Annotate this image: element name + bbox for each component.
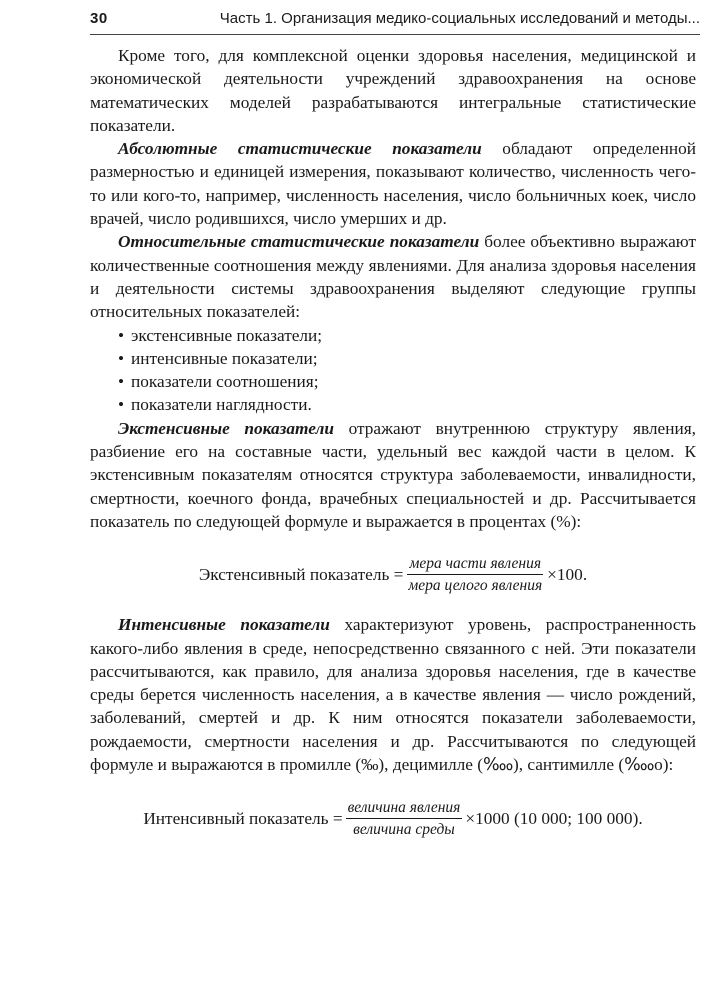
formula-numerator: величина явления [346,798,463,819]
term-relative: Относительные статистические показатели [118,232,480,252]
formula-extensive [90,541,696,607]
paragraph-absolute [90,137,696,230]
formula-rhs: ×100. [547,564,588,584]
page-number: 30 [90,10,108,27]
page-header [90,6,700,34]
list-item [118,370,696,393]
formula-lhs: Интенсивный показатель = [143,808,343,828]
paragraph-extensive [90,417,696,533]
formula-fraction [346,798,463,839]
list-item [118,324,696,347]
bullet-icon: • [118,348,125,368]
formula-rhs: ×1000 (10 000; 100 000). [465,808,643,828]
formula-fraction [406,554,544,595]
page-body [90,44,696,850]
bullet-icon: • [118,325,125,345]
term-extensive: Экстенсивные показатели [118,418,334,438]
term-intensive: Интенсивные показатели [118,615,330,635]
formula-denominator: мера целого явления [408,576,543,594]
bullet-icon: • [118,372,125,392]
term-absolute: Абсолютные статистические показатели [118,139,482,159]
paragraph-text: отражают внутреннюю структуру явления, разбиение его на составные части, удельный вес каждой части в целом. К экстенсивным показателям относятся структура заболеваемости, инвалидности, смертности, коечного фонда, врачебных специальностей и др. Рассчитывается показатель по следующей формуле и выражается в процентах (%): [90,418,696,531]
list-item-text: экстенсивные показатели; [131,325,323,345]
list-item [118,347,696,370]
paragraph-integral [90,44,696,137]
paragraph-intensive [90,613,696,776]
list-item-text: показатели наглядности. [131,395,312,415]
list-item [118,393,696,416]
paragraph-text: обладают определенной размерностью и единицей измерения, показывают количество, численность чего-то или кого-то, например, численность населения, число больничных коек, число врачей, число родившихся, число умерших и др. [90,139,696,229]
formula-numerator: мера части явления [407,554,543,575]
paragraph-relative [90,230,696,323]
paragraph-text: Кроме того, для комплексной оценки здоровья населения, медицинской и экономической деятельности учреждений здравоохранения на основе математических моделей разрабатываются интегральные статистические показатели. [90,46,696,135]
paragraph-text: характеризуют уровень, распространенность какого-либо явления в среде, непосредственно связанного с ней. Эти показатели рассчитываются, как правило, для анализа здоровья населения, где в качестве среды берется численность населения, а в качестве явления — число рождений, заболеваний, смертей и др. К ним относятся показатели заболеваемости, рождаемости, смертности населения и др. Рассчитываются по следующей формуле и выражаются в промилле (‰), децимилле (‱), сантимилле (‱о): [90,615,696,775]
formula-lhs: Экстенсивный показатель = [198,564,404,584]
indicator-list [90,324,696,417]
paragraph-text: более объективно выражают количественные соотношения между явлениями. Для анализа здоровья населения и деятельности системы здравоохранения выделяют следующие группы относительных показателей: [90,232,696,322]
formula-intensive [90,786,696,850]
list-item-text: показатели соотношения; [131,372,319,392]
bullet-icon: • [118,395,125,415]
header-rule [90,34,700,35]
running-title: Часть 1. Организация медико-социальных исследований и методы... [219,10,700,27]
list-item-text: интенсивные показатели; [131,348,318,368]
formula-denominator: величина среды [353,820,455,838]
